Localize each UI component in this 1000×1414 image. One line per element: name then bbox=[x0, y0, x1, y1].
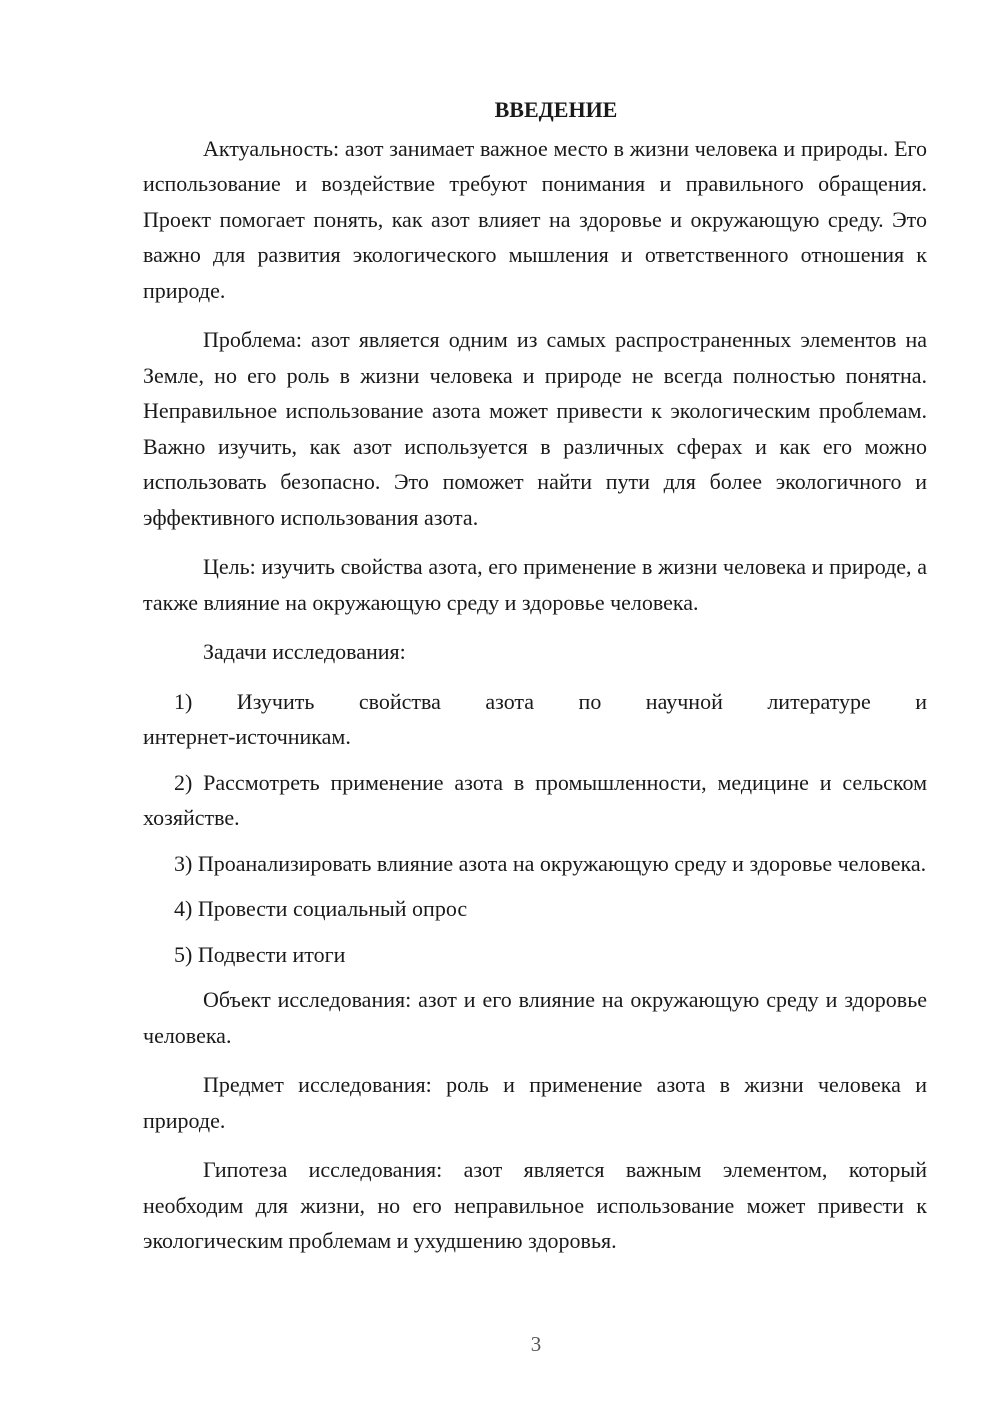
problem-paragraph: Проблема: азот является одним из самых распространенных элементов на Земле, но его роль в жизни человека и природе не всегда полностью понятна. Неправильное использование азота может привести к экологическим проблемам. Важно изучить, как азот используется в различных сферах и как его можно использовать безопасно. Это поможет найти пути для более экологичного и эффективного использования азота. bbox=[143, 327, 927, 530]
task-item-1-line1: 1) Изучить свойства азота по научной литературе и bbox=[174, 688, 927, 714]
task-item-4: 4) Провести социальный опрос bbox=[174, 896, 468, 921]
object-paragraph: Объект исследования: азот и его влияние на окружающую среду и здоровье человека. bbox=[143, 987, 927, 1048]
task-item-2: 2) Рассмотреть применение азота в промышленности, медицине и сельском хозяйстве. bbox=[143, 769, 927, 830]
section-heading: ВВЕДЕНИЕ bbox=[494, 97, 618, 122]
relevance-paragraph: Актуальность: азот занимает важное место в жизни человека и природы. Его использование и воздействие требуют понимания и правильного обращения. Проект помогает понять, как азот влияет на здоровье и окружающую среду. Это важно для развития экологического мышления и ответственного отношения к природе. bbox=[143, 135, 927, 303]
task-item-1 bbox=[143, 684, 927, 755]
task-item-5: 5) Подвести итоги bbox=[174, 941, 346, 967]
task-item-1-line2: интернет-источникам. bbox=[143, 724, 351, 749]
subject-paragraph: Предмет исследования: роль и применение азота в жизни человека и природе. bbox=[143, 1072, 927, 1133]
task-item-3: 3) Проанализировать влияние азота на окружающую среду и здоровье человека. bbox=[174, 850, 927, 876]
page-content bbox=[143, 92, 927, 1273]
page-number: 3 bbox=[530, 1332, 542, 1356]
tasks-title: Задачи исследования: bbox=[203, 639, 406, 664]
hypothesis-paragraph: Гипотеза исследования: азот является важным элементом, который необходим для жизни, но его неправильное использование может привести к экологическим проблемам и ухудшению здоровья. bbox=[143, 1157, 927, 1253]
goal-paragraph: Цель: изучить свойства азота, его применение в жизни человека и природе, а также влияние на окружающую среду и здоровье человека. bbox=[143, 554, 927, 615]
